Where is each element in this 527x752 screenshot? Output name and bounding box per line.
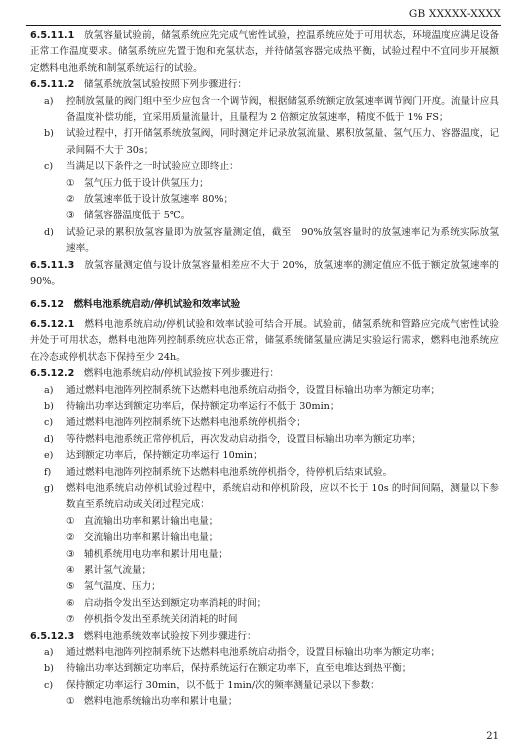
- list-item: [30, 225, 499, 258]
- list-item: [30, 432, 499, 448]
- list-item: [30, 159, 499, 175]
- clause-6-5-12-2: [30, 366, 499, 382]
- sub-item-label: ②: [66, 532, 75, 544]
- item-text: 控制放氢量的阀门组中至少应包含一个调节阀，根据储氢系统额定放氢速率调节阀门开度。流量计应具备温度补偿功能，宜采用质量流量计，且量程为 2 倍额定放氢速率，精度不低于 1% FS；: [66, 95, 499, 124]
- sub-item-text: 储氢容器温度低于 5℃。: [84, 210, 191, 222]
- item-text: 试验记录的累积放氢容量即为放氢容量测定值，截至 90%放氢容量时的放氢速率记为系统实际放氢速率。: [66, 226, 499, 255]
- item-label: a): [44, 95, 54, 107]
- item-label: e): [44, 450, 54, 462]
- clause-number: 6.5.11.3: [30, 259, 75, 271]
- sub-item-text: 燃料电池系统输出功率和累计电量；: [84, 696, 238, 708]
- sub-item: [30, 192, 499, 208]
- clause-intro: 燃料电池系统启动/停机试验按下列步骤进行：: [83, 368, 280, 380]
- header-rule: [26, 25, 501, 26]
- item-text: 燃料电池系统启动停机试验过程中，系统启动和停机阶段，应以不长于 10s 的时间间隔，测量以下参数直至系统启动或关闭过程完成：: [66, 482, 499, 511]
- clause-number: 6.5.12.3: [30, 630, 75, 642]
- sub-item-label: ③: [66, 210, 75, 222]
- section-heading-6-5-12: [30, 297, 499, 313]
- sub-item-text: 交流输出功率和累计输出电量；: [84, 532, 219, 544]
- sub-item-text: 氢气温度、压力；: [84, 581, 161, 593]
- item-text: 待输出功率达到额定功率后，保持系统运行在额定功率下，直至电堆达到热平衡；: [66, 663, 412, 675]
- clause-6-5-12-1: [30, 317, 499, 366]
- sub-item: [30, 514, 499, 530]
- sub-item-label: ①: [66, 515, 75, 527]
- clause-6-5-11-3: [30, 258, 499, 291]
- sub-item-label: ⑤: [66, 581, 75, 593]
- item-label: c): [44, 679, 54, 691]
- item-text: 当满足以下条件之一时试验应立即终止：: [66, 161, 239, 173]
- item-label: b): [44, 128, 54, 140]
- clause-text: 放氢容量测定值与设计放氢容量相差应不大于 20%，放氢速率的测定值应不低于额定放氢速率的 90%。: [30, 259, 500, 288]
- page-number: 21: [486, 731, 499, 742]
- sub-item-label: ⑥: [66, 597, 75, 609]
- item-text: 试验过程中，打开储氢系统放氢阀，同时测定并记录放氢流量、累积放氢量、氢气压力、容器温度，记录间隔不大于 30s；: [66, 128, 499, 156]
- sub-item-text: 累计氢气流量；: [84, 565, 152, 576]
- item-text: 待输出功率达到额定功率后，保持额定功率运行不低于 30min；: [66, 400, 340, 412]
- clause-number: 6.5.12.1: [30, 318, 75, 330]
- sub-item: [30, 694, 499, 710]
- clause-intro: 储氢系统放氢试验按照下列步骤进行：: [83, 79, 247, 91]
- list-item: [30, 645, 499, 661]
- section-title: 燃料电池系统启动/停机试验和效率试验: [73, 298, 241, 310]
- sub-item: [30, 176, 499, 192]
- sub-item: [30, 563, 499, 579]
- sub-item-label: ⑦: [66, 614, 75, 626]
- sub-item-text: 启动指令发出至达到额定功率消耗的时间；: [84, 597, 267, 609]
- sub-item-label: ①: [66, 696, 75, 708]
- item-label: b): [44, 663, 54, 675]
- list-item: [30, 383, 499, 399]
- item-text: 通过燃料电池阵列控制系统下达燃料电池系统停机指令；: [66, 417, 306, 429]
- item-label: c): [44, 161, 54, 173]
- item-label: a): [44, 384, 54, 396]
- sub-item-text: 氢气压力低于设计供氢压力；: [84, 177, 209, 189]
- list-item: [30, 481, 499, 514]
- clause-6-5-11-1: [30, 28, 499, 77]
- list-item: [30, 465, 499, 481]
- clause-text: 放氢容量试验前，储氢系统应先完成气密性试验，控温系统应处于可用状态，环境温度应满足设备正常工作温度要求。储氢系统应先置于饱和充氢状态，并待储氢容器完成热平衡，试验过程中不宜同步开展额定燃料电池系统和制氢系统运行的试验。: [30, 30, 500, 74]
- item-label: f): [44, 466, 52, 478]
- sub-item: [30, 547, 499, 563]
- item-label: b): [44, 400, 54, 412]
- sub-item: [30, 596, 499, 612]
- sub-item-label: ④: [66, 565, 75, 576]
- item-text: 通过燃料电池阵列控制系统下达燃料电池系统启动指令，设置目标输出功率为额定功率；: [66, 384, 441, 396]
- sub-item: [30, 208, 499, 224]
- document-body: [30, 28, 499, 711]
- item-text: 保持额定功率运行 30min，以不低于 1min/次的频率测量记录以下参数：: [66, 679, 380, 691]
- sub-item: [30, 579, 499, 595]
- item-label: c): [44, 417, 54, 429]
- sub-item-text: 辅机系统用电功率和累计用电量；: [84, 548, 228, 560]
- section-number: 6.5.12: [30, 298, 64, 310]
- item-text: 等待燃料电池系统正常停机后，再次发动启动指令，设置目标输出功率为额定功率；: [66, 433, 421, 445]
- item-label: a): [44, 647, 54, 659]
- list-item: [30, 661, 499, 677]
- standard-id-header: GB XXXXX-XXXX: [408, 8, 501, 20]
- list-item: [30, 399, 499, 415]
- sub-item-text: 直流输出功率和累计输出电量；: [84, 515, 219, 527]
- clause-intro: 燃料电池系统效率试验按下列步骤进行：: [83, 630, 257, 642]
- item-label: g): [44, 482, 54, 494]
- sub-item-label: ②: [66, 194, 75, 206]
- clause-number: 6.5.12.2: [30, 368, 75, 380]
- item-text: 通过燃料电池阵列控制系统下达燃料电池系统停机指令，待停机后结束试验。: [66, 466, 393, 478]
- list-item: [30, 678, 499, 694]
- item-label: d): [44, 433, 54, 445]
- list-item: [30, 94, 499, 127]
- item-text: 通过燃料电池阵列控制系统下达燃料电池系统启动指令，设置目标输出功率为额定功率；: [66, 647, 441, 659]
- clause-number: 6.5.11.2: [30, 79, 75, 91]
- sub-item: [30, 530, 499, 546]
- clause-6-5-11-2: [30, 77, 499, 93]
- sub-item-text: 放氢速率低于设计放氢速率 80%；: [84, 194, 234, 206]
- clause-text: 燃料电池系统启动/停机试验和效率试验可结合开展。试验前，储氢系统和管路应完成气密性试验并处于可用状态，燃料电池阵列控制系统应状态正常，储氢系统储氢量应满足实验运行需求，燃料电池系统应在冷态或停机状态下保持至少 24h。: [30, 318, 499, 363]
- list-item: [30, 126, 499, 159]
- sub-item-label: ③: [66, 548, 75, 560]
- clause-number: 6.5.11.1: [30, 30, 75, 41]
- sub-item-text: 停机指令发出至系统关闭消耗的时间: [84, 614, 238, 626]
- item-text: 达到额定功率后，保持额定功率运行 10min；: [66, 450, 263, 462]
- sub-item: [30, 612, 499, 628]
- sub-item-label: ①: [66, 177, 75, 189]
- item-label: d): [44, 226, 54, 238]
- list-item: [30, 448, 499, 464]
- clause-6-5-12-3: [30, 629, 499, 645]
- list-item: [30, 415, 499, 431]
